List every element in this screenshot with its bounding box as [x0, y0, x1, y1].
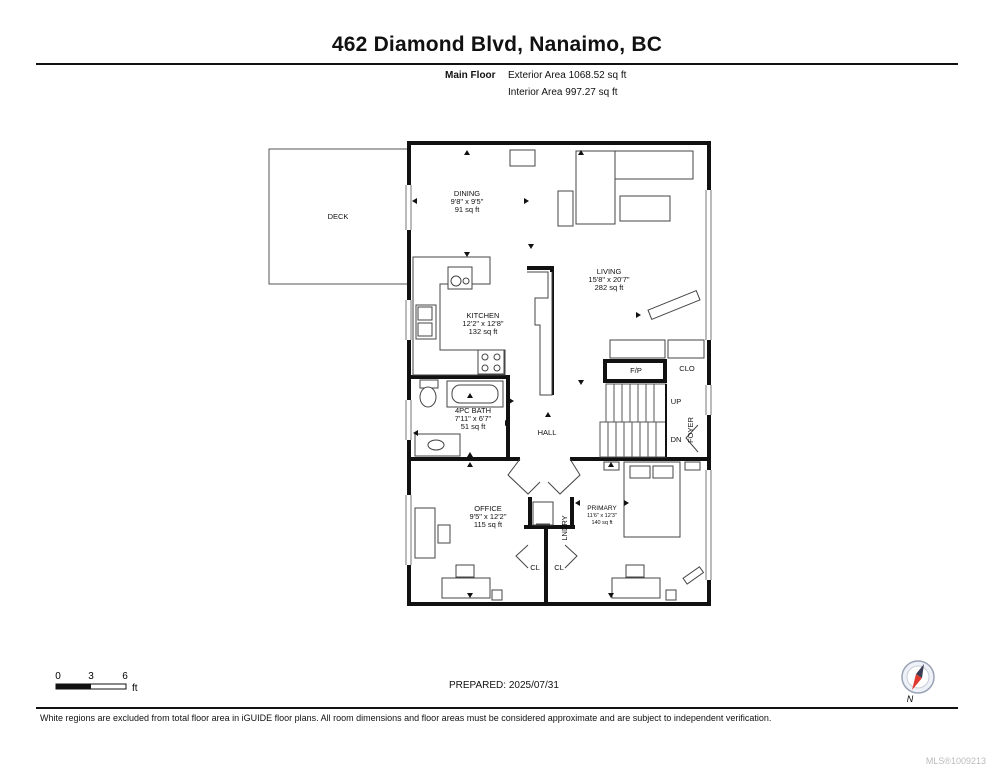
- kitchen-label: KITCHEN: [466, 311, 500, 320]
- primary-label: PRIMARY: [587, 505, 617, 512]
- dn-label: DN: [670, 435, 682, 444]
- prepared-date: PREPARED: 2025/07/31: [449, 680, 559, 691]
- office-dims: 9'5" x 12'2": [469, 512, 507, 521]
- compass-north-label: N: [906, 694, 914, 704]
- footer-divider: [36, 707, 958, 709]
- scale-bar: [55, 671, 138, 694]
- deck-label: DECK: [327, 212, 349, 221]
- living-area: 282 sq ft: [594, 283, 624, 292]
- fp-label: F/P: [630, 366, 642, 375]
- scale-label-0: 0: [55, 671, 61, 682]
- living-dims: 15'8" x 20'7": [588, 275, 630, 284]
- bath-dims: 7'11" x 6'7": [454, 414, 492, 423]
- scale-label-3: 3: [88, 671, 94, 682]
- hall-label: HALL: [537, 428, 557, 437]
- compass-icon: [902, 661, 934, 704]
- closet-left-label: CL: [530, 563, 540, 572]
- office-label: OFFICE: [474, 504, 502, 513]
- office-area: 115 sq ft: [473, 520, 503, 529]
- bath-label: 4PC BATH: [454, 406, 492, 415]
- scale-unit: ft: [132, 683, 138, 694]
- closet-right-label: CL: [554, 563, 564, 572]
- lndry-label: LNDRY: [560, 515, 569, 541]
- footer-disclaimer: White regions are excluded from total floor area in iGUIDE floor plans. All room dimensions and floor areas must be considered approximate and are subject to independent verification.: [40, 713, 772, 723]
- stairs: [600, 384, 666, 457]
- furniture: [510, 150, 704, 358]
- page-title: 462 Diamond Blvd, Nanaimo, BC: [331, 33, 663, 56]
- up-label: UP: [670, 397, 682, 406]
- dining-dims: 9'8" x 9'5": [450, 197, 484, 206]
- dining-label: DINING: [453, 189, 481, 198]
- bath-area: 51 sq ft: [460, 422, 486, 431]
- living-label: LIVING: [596, 267, 622, 276]
- exterior-area: Exterior Area 1068.52 sq ft: [508, 70, 627, 81]
- primary-area: 140 sq ft: [591, 520, 613, 526]
- floor-name: Main Floor: [445, 70, 496, 81]
- kitchen-dims: 12'2" x 12'8": [462, 319, 504, 328]
- dining-area: 91 sq ft: [454, 205, 480, 214]
- mls-watermark: MLS®1009213: [925, 756, 986, 766]
- primary-dims: 11'6" x 12'3": [587, 513, 617, 519]
- interior-area: Interior Area 997.27 sq ft: [508, 87, 618, 98]
- scale-label-6: 6: [122, 671, 128, 682]
- clo-label: CLO: [679, 364, 695, 373]
- foyer-label: FOYER: [686, 417, 695, 443]
- kitchen-area: 132 sq ft: [468, 327, 498, 336]
